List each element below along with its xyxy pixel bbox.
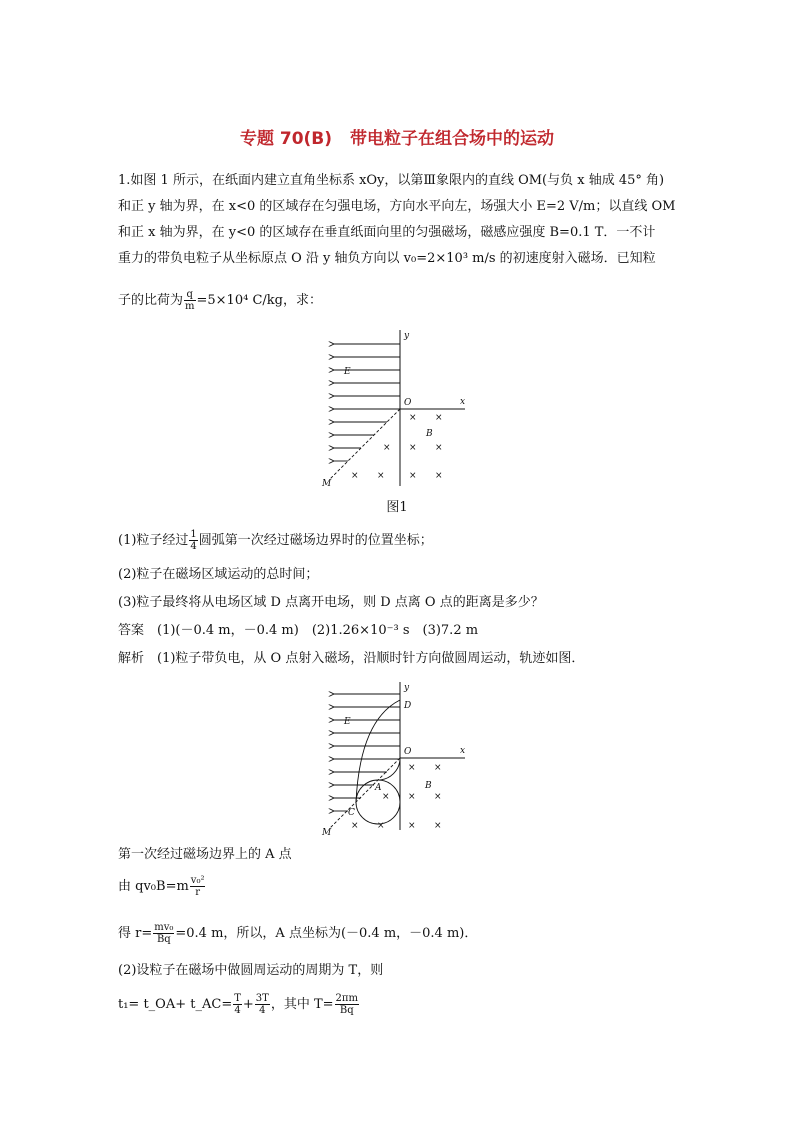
fraction <box>190 875 206 898</box>
solution-text: ，其中 T= <box>270 997 334 1012</box>
fraction-den: 4 <box>259 1005 266 1016</box>
svg-text:×: × <box>435 443 443 453</box>
fraction-den: r <box>195 887 201 898</box>
fraction-den: 4 <box>234 1005 241 1016</box>
label-b: B <box>425 781 432 791</box>
svg-text:×: × <box>409 471 417 481</box>
fraction-den: m <box>185 301 195 312</box>
solution-line-1: 第一次经过磁场边界上的 A 点 <box>118 847 292 862</box>
fraction-den: Bq <box>339 1005 354 1016</box>
svg-text:×: × <box>435 413 443 423</box>
svg-text:×: × <box>434 821 442 831</box>
question-text: (1)粒子经过 <box>118 533 189 548</box>
svg-text:×: × <box>383 443 391 453</box>
fraction-den: Bq <box>156 934 171 945</box>
magnetic-field-crosses <box>351 763 442 831</box>
svg-text:×: × <box>382 792 390 802</box>
svg-text:×: × <box>434 792 442 802</box>
fraction-num: 1 <box>190 529 197 540</box>
fraction-den: 4 <box>190 541 197 552</box>
svg-text:×: × <box>409 413 417 423</box>
electric-field-lines <box>333 694 400 811</box>
solution-text: =0.4 m，所以，A 点坐标为(－0.4 m，－0.4 m)． <box>175 926 478 941</box>
question-3: (3)粒子最终将从电场区域 D 点离开电场，则 D 点离 O 点的距离是多少？ <box>118 595 544 610</box>
label-c: C <box>348 808 355 818</box>
svg-text:×: × <box>435 471 443 481</box>
problem-line-5 <box>118 284 322 318</box>
title-sub: 带电粒子在组合场中的运动 <box>350 129 555 149</box>
solution-text: + <box>242 997 254 1012</box>
label-x: x <box>460 397 466 407</box>
fraction <box>233 993 242 1016</box>
fraction-num: q <box>184 289 195 301</box>
svg-text:×: × <box>408 792 416 802</box>
page-title <box>0 124 794 149</box>
solution-line-5 <box>118 988 360 1022</box>
solution-text: 由 qv₀B=m <box>118 879 189 894</box>
solution-text: t₁= t_OA+ t_AC= <box>118 997 233 1012</box>
svg-text:×: × <box>408 763 416 773</box>
label-x: x <box>460 746 466 756</box>
fraction <box>189 529 197 552</box>
fraction-num: mv₀ <box>154 922 174 933</box>
solution-line-4: (2)设粒子在磁场中做圆周运动的周期为 T，则 <box>118 963 384 978</box>
fraction <box>255 993 270 1016</box>
fraction <box>335 993 359 1016</box>
fraction <box>153 922 174 945</box>
solution-line-2 <box>118 870 206 904</box>
svg-text:×: × <box>377 471 385 481</box>
fraction-num: 3T <box>255 993 269 1004</box>
label-y: y <box>404 331 410 341</box>
label-b: B <box>426 429 433 439</box>
fraction <box>184 289 195 312</box>
problem-text: =5×10⁴ C/kg，求： <box>196 293 322 308</box>
svg-text:×: × <box>409 443 417 453</box>
solution-text: 得 r= <box>118 926 153 941</box>
problem-line-1: 1.如图 1 所示，在纸面内建立直角坐标系 xOy，以第Ⅲ象限内的直线 OM(与负 x 轴成 45° 角) <box>118 173 665 188</box>
svg-text:×: × <box>351 821 359 831</box>
label-a: A <box>375 783 382 793</box>
label-m: M <box>322 479 332 489</box>
problem-text: 子的比荷为 <box>118 293 184 308</box>
title-main: 专题 70(B) <box>239 129 333 149</box>
analysis-intro: 解析 (1)粒子带负电，从 O 点射入磁场，沿顺时针方向做圆周运动，轨迹如图． <box>118 651 585 666</box>
fraction-num: 2πm <box>335 993 358 1004</box>
label-o: O <box>404 747 412 757</box>
label-y: y <box>404 683 410 693</box>
figure-2-diagram <box>320 678 470 838</box>
question-2: (2)粒子在磁场区域运动的总时间； <box>118 567 319 582</box>
label-d: D <box>404 701 412 711</box>
figure-1-caption: 图1 <box>386 500 408 515</box>
label-m: M <box>322 828 332 838</box>
svg-text:×: × <box>408 821 416 831</box>
label-o: O <box>404 398 412 408</box>
fraction-num: v₀² <box>190 875 205 886</box>
magnetic-field-crosses <box>351 413 443 481</box>
fraction-num: T <box>234 993 241 1004</box>
question-text: 圆弧第一次经过磁场边界时的位置坐标； <box>198 533 433 548</box>
solution-line-3 <box>118 917 477 951</box>
svg-text:×: × <box>434 763 442 773</box>
svg-text:×: × <box>377 821 385 831</box>
question-1 <box>118 524 433 558</box>
problem-line-4: 重力的带负电粒子从坐标原点 O 沿 y 轴负方向以 v₀=2×10³ m/s 的初速度射入磁场．已知粒 <box>118 251 656 266</box>
problem-line-2: 和正 y 轴为界，在 x<0 的区域存在匀强电场，方向水平向左，场强大小 E=2 V/m；以直线 OM <box>118 199 676 214</box>
problem-line-3: 和正 x 轴为界，在 y<0 的区域存在垂直纸面向里的匀强磁场，磁感应强度 B=0.1 T．一不计 <box>118 225 656 240</box>
figure-1-diagram <box>320 326 470 491</box>
svg-text:×: × <box>351 471 359 481</box>
label-e: E <box>344 367 351 377</box>
answer-line: 答案 (1)(－0.4 m，－0.4 m) (2)1.26×10⁻³ s (3)7.2 m <box>118 623 479 638</box>
label-e: E <box>344 717 351 727</box>
